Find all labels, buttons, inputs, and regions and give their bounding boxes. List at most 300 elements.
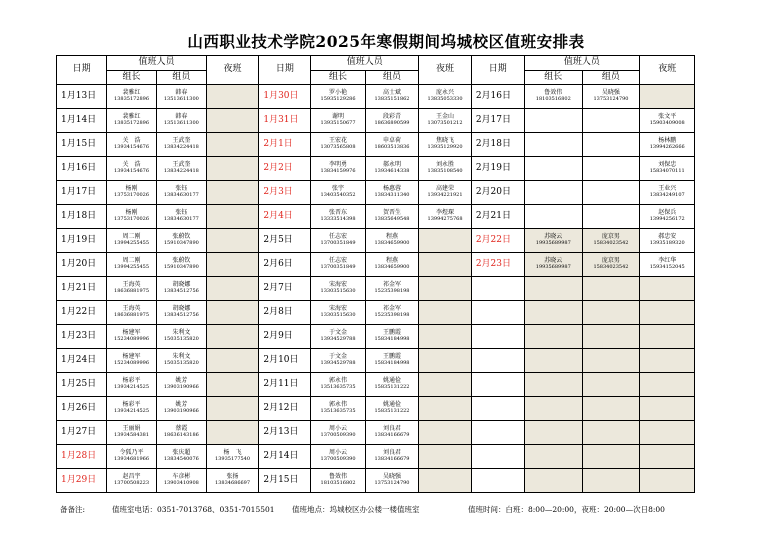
duty-date [471, 469, 524, 493]
leader-cell-name: 令狐乃平 [119, 449, 144, 457]
leader-cell [524, 229, 582, 253]
leader-cell-name: 杨建军 [122, 353, 141, 361]
night-cell [640, 325, 695, 349]
member-cell-name: 车彦彬 [172, 473, 191, 481]
duty-date: 2月14日 [259, 445, 311, 469]
member-cell-name: 朱利文 [172, 329, 191, 337]
night-cell [206, 229, 259, 253]
duty-roster-table [56, 55, 772, 493]
leader-cell-phone: 13073565808 [320, 144, 356, 151]
leader-cell-phone: 18636881975 [114, 288, 150, 295]
night-cell-phone: 13935189320 [649, 240, 685, 247]
night-cell-name: 王业兴 [658, 185, 677, 193]
night-cell [419, 445, 472, 469]
member-cell [582, 373, 639, 397]
night-cell [206, 253, 259, 277]
night-cell [640, 229, 695, 253]
member-cell-name: 韩春 [175, 89, 188, 97]
night-cell [206, 421, 259, 445]
leader-cell [524, 349, 582, 373]
night-cell-name: 杨 飞 [223, 449, 242, 457]
leader-cell [524, 445, 582, 469]
duty-date [471, 277, 524, 301]
leader-cell [107, 181, 157, 205]
member-cell [156, 421, 206, 445]
member-cell [365, 85, 419, 109]
header-date: 日期 [57, 56, 107, 85]
duty-date [471, 373, 524, 397]
night-cell [419, 133, 472, 157]
night-cell [206, 157, 259, 181]
member-cell [156, 445, 206, 469]
leader-cell-phone: 13513635735 [320, 384, 356, 391]
leader-cell [524, 277, 582, 301]
leader-cell-name: 赵昌宇 [122, 473, 141, 481]
member-cell-name: 王鹏霞 [382, 329, 401, 337]
member-cell-name: 姚芳 [175, 401, 188, 409]
member-cell [365, 133, 419, 157]
leader-cell-name: 于文金 [329, 353, 348, 361]
member-cell [582, 133, 639, 157]
table-row [57, 301, 772, 325]
header-night: 夜班 [419, 56, 472, 85]
leader-cell [107, 421, 157, 445]
night-cell [640, 373, 695, 397]
member-cell-phone: 13513611300 [163, 96, 199, 103]
footer-location: 值班地点：坞城校区办公楼一楼值班室 [292, 505, 420, 514]
leader-cell-phone: 13934154676 [114, 144, 150, 151]
member-cell-name: 程燕 [385, 257, 398, 265]
member-cell-phone: 13834630177 [163, 192, 199, 199]
leader-cell-name: 罗小艳 [329, 89, 348, 97]
leader-cell-phone: 13303515630 [320, 312, 356, 319]
night-cell-name: 杨林鹏 [658, 137, 677, 145]
member-cell [582, 181, 639, 205]
night-cell-phone: 13935129920 [427, 144, 463, 151]
member-cell-phone: 13834512756 [163, 288, 199, 295]
night-cell-name: 高建荣 [436, 185, 455, 193]
duty-date: 2月19日 [471, 157, 524, 181]
night-cell [640, 421, 695, 445]
member-cell-name: 王鹏霞 [382, 353, 401, 361]
night-cell [640, 157, 695, 181]
duty-date: 2月9日 [259, 325, 311, 349]
leader-cell-name: 杨彩平 [122, 377, 141, 385]
leader-cell-phone: 13994255455 [114, 264, 150, 271]
member-cell [582, 277, 639, 301]
leader-cell [107, 301, 157, 325]
night-cell [419, 325, 472, 349]
night-cell [419, 277, 472, 301]
duty-date: 2月7日 [259, 277, 311, 301]
night-cell [419, 85, 472, 109]
member-cell-name: 朱利文 [172, 353, 191, 361]
leader-cell [311, 469, 365, 493]
duty-date: 2月2日 [259, 157, 311, 181]
leader-cell-phone: 19935689987 [535, 240, 571, 247]
duty-date: 1月29日 [57, 469, 107, 493]
night-cell-phone: 13073501212 [427, 120, 463, 127]
duty-date: 2月15日 [259, 469, 311, 493]
member-cell [582, 445, 639, 469]
member-cell [156, 133, 206, 157]
leader-cell-phone: 18103516802 [535, 96, 571, 103]
leader-cell [311, 157, 365, 181]
night-cell-phone: 13994262666 [649, 144, 685, 151]
leader-cell [107, 277, 157, 301]
page-title: 山西职业技术学院2025年寒假期间坞城校区值班安排表 [187, 32, 585, 51]
night-cell-name: 赵保兵 [658, 209, 677, 217]
duty-date: 1月15日 [57, 133, 107, 157]
member-cell [582, 229, 639, 253]
member-cell [365, 349, 419, 373]
night-cell [419, 373, 472, 397]
leader-cell-phone: 13835172896 [114, 96, 150, 103]
leader-cell-name: 张宇 [332, 185, 345, 193]
leader-cell-phone: 13934529788 [320, 360, 356, 367]
leader-cell [524, 421, 582, 445]
member-cell-phone: 15835131222 [374, 408, 410, 415]
night-cell-name: 郝忠安 [658, 233, 677, 241]
header-night: 夜班 [640, 56, 695, 85]
leader-cell [107, 373, 157, 397]
leader-cell [524, 181, 582, 205]
leader-cell [524, 85, 582, 109]
leader-cell-name: 宋海宏 [329, 305, 348, 313]
leader-cell [311, 109, 365, 133]
member-cell [156, 85, 206, 109]
leader-cell [524, 205, 582, 229]
header-member: 组员 [156, 71, 206, 85]
leader-cell-name: 杨彩平 [122, 401, 141, 409]
leader-cell [107, 349, 157, 373]
member-cell-phone: 15235398198 [374, 288, 410, 295]
duty-date: 2月17日 [471, 109, 524, 133]
night-cell [206, 205, 259, 229]
member-cell-phone: 15834023542 [593, 240, 629, 247]
night-cell-phone: 13935177540 [215, 456, 251, 463]
leader-cell-phone: 13700509390 [320, 432, 356, 439]
night-cell [419, 397, 472, 421]
night-cell [206, 349, 259, 373]
member-cell-name: 姚芳 [175, 377, 188, 385]
leader-cell-phone: 13753170026 [114, 216, 150, 223]
leader-cell [311, 421, 365, 445]
leader-cell [107, 205, 157, 229]
night-cell [206, 469, 259, 493]
header-row [57, 56, 772, 71]
table-row [57, 229, 772, 253]
leader-cell [107, 85, 157, 109]
night-cell [419, 349, 472, 373]
member-cell-name: 庞京男 [601, 233, 620, 241]
member-cell [365, 445, 419, 469]
member-cell [156, 157, 206, 181]
member-cell-name: 高士斌 [382, 89, 401, 97]
member-cell-phone: 13934614338 [374, 168, 410, 175]
night-cell-phone: 13835108540 [427, 168, 463, 175]
header-staff: 值班人员 [311, 56, 419, 71]
duty-date: 2月5日 [259, 229, 311, 253]
leader-cell-name: 李明勇 [329, 161, 348, 169]
leader-cell [107, 157, 157, 181]
leader-cell-phone: 13834159976 [320, 168, 356, 175]
footer-phone: 值班室电话：0351-7013768、0351-7015501 [112, 505, 275, 514]
table-row [57, 109, 772, 133]
leader-cell-phone: 15935129286 [320, 96, 356, 103]
leader-cell-name: 鲁效伟 [329, 473, 348, 481]
member-cell-phone: 13513611300 [163, 120, 199, 127]
night-cell [640, 253, 695, 277]
member-cell-phone: 15235398198 [374, 312, 410, 319]
member-cell [156, 229, 206, 253]
leader-cell-name: 杨刚 [125, 185, 138, 193]
night-cell-name: 李红华 [658, 257, 677, 265]
leader-cell [311, 229, 365, 253]
leader-cell-phone: 13303515630 [320, 288, 356, 295]
night-cell [206, 301, 259, 325]
member-cell-name: 胡晓娜 [172, 305, 191, 313]
leader-cell [107, 445, 157, 469]
night-cell-phone: 15834070111 [649, 168, 685, 175]
leader-cell [107, 229, 157, 253]
member-cell-phone: 13834166679 [374, 432, 410, 439]
leader-cell [311, 445, 365, 469]
member-cell-name: 张蔚钦 [172, 233, 191, 241]
member-cell-phone: 15835131222 [374, 384, 410, 391]
leader-cell [311, 181, 365, 205]
member-cell [365, 373, 419, 397]
table-row [57, 325, 772, 349]
duty-date: 1月13日 [57, 85, 107, 109]
leader-cell-phone: 13934681966 [114, 456, 150, 463]
leader-cell-phone: 19935689987 [535, 264, 571, 271]
night-cell [640, 181, 695, 205]
member-cell-phone: 15035135820 [163, 360, 199, 367]
night-cell [419, 157, 472, 181]
night-cell [206, 373, 259, 397]
leader-cell-name: 宋海宏 [329, 281, 348, 289]
member-cell [582, 205, 639, 229]
leader-cell-name: 苏晓云 [544, 233, 563, 241]
table-row [57, 421, 772, 445]
member-cell [156, 277, 206, 301]
member-cell-name: 祁金军 [382, 305, 401, 313]
duty-date: 1月23日 [57, 325, 107, 349]
member-cell [582, 157, 639, 181]
member-cell [582, 469, 639, 493]
duty-date: 1月31日 [259, 109, 311, 133]
member-cell [156, 109, 206, 133]
leader-cell-phone: 13934214525 [114, 408, 150, 415]
member-cell-phone: 15834184998 [374, 360, 410, 367]
member-cell [365, 205, 419, 229]
leader-cell [524, 301, 582, 325]
leader-cell [524, 373, 582, 397]
member-cell-phone: 13834659900 [374, 240, 410, 247]
duty-date: 2月22日 [471, 229, 524, 253]
leader-cell-phone: 13934529788 [320, 336, 356, 343]
member-cell-name: 姚通俭 [382, 401, 401, 409]
leader-cell-phone: 15234089996 [114, 360, 150, 367]
member-cell-phone: 13834166679 [374, 456, 410, 463]
leader-cell-name: 鲁效伟 [544, 89, 563, 97]
member-cell [582, 253, 639, 277]
member-cell-name: 刘良君 [382, 425, 401, 433]
member-cell-name: 贺晋生 [382, 209, 401, 217]
member-cell-phone: 15834023542 [593, 264, 629, 271]
night-cell [419, 229, 472, 253]
member-cell-name: 张庆超 [172, 449, 191, 457]
duty-date [471, 349, 524, 373]
leader-cell-name: 任志宏 [329, 233, 348, 241]
member-cell-name: 刘良君 [382, 449, 401, 457]
duty-date: 1月19日 [57, 229, 107, 253]
night-cell [419, 469, 472, 493]
duty-date: 2月13日 [259, 421, 311, 445]
night-cell-phone: 13834249107 [649, 192, 685, 199]
member-cell [156, 373, 206, 397]
member-cell-name: 王武奎 [172, 137, 191, 145]
leader-cell [524, 469, 582, 493]
night-cell [640, 445, 695, 469]
member-cell-phone: 13834630177 [163, 216, 199, 223]
leader-cell-phone: 13835172896 [114, 120, 150, 127]
member-cell-name: 姚通俭 [382, 377, 401, 385]
night-cell-name: 庞永兴 [436, 89, 455, 97]
night-cell-phone: 13835053330 [427, 96, 463, 103]
member-cell [156, 181, 206, 205]
leader-cell [311, 253, 365, 277]
night-cell [640, 109, 695, 133]
leader-cell [107, 133, 157, 157]
night-cell-name: 焦晓飞 [436, 137, 455, 145]
member-cell-name: 杨惠蓉 [382, 185, 401, 193]
leader-cell-name: 裴雅红 [122, 89, 141, 97]
leader-cell-name: 任志宏 [329, 257, 348, 265]
header-leader: 组长 [107, 71, 157, 85]
member-cell [582, 301, 639, 325]
night-cell [640, 205, 695, 229]
member-cell-phone: 13834224418 [163, 168, 199, 175]
duty-date: 2月11日 [259, 373, 311, 397]
member-cell-phone: 13753124790 [374, 480, 410, 487]
duty-date: 2月23日 [471, 253, 524, 277]
member-cell-phone: 13835649548 [374, 216, 410, 223]
member-cell-phone: 13835151862 [374, 96, 410, 103]
duty-date: 2月16日 [471, 85, 524, 109]
night-cell-phone: 13994275768 [427, 216, 463, 223]
leader-cell [311, 325, 365, 349]
leader-cell-name: 郭永伟 [329, 377, 348, 385]
member-cell-phone: 18603513836 [374, 144, 410, 151]
table-row [57, 277, 772, 301]
leader-cell [311, 277, 365, 301]
member-cell [582, 421, 639, 445]
night-cell-phone: 15903409008 [649, 120, 685, 127]
duty-date: 2月18日 [471, 133, 524, 157]
member-cell-phone: 13834311340 [374, 192, 410, 199]
duty-date [471, 445, 524, 469]
leader-cell-phone: 15234089996 [114, 336, 150, 343]
footer-notes [60, 504, 760, 515]
duty-date: 2月21日 [471, 205, 524, 229]
night-cell [206, 397, 259, 421]
header-date: 日期 [259, 56, 311, 85]
member-cell-name: 程燕 [385, 233, 398, 241]
duty-date [471, 421, 524, 445]
member-cell [156, 469, 206, 493]
leader-cell [107, 253, 157, 277]
member-cell [582, 85, 639, 109]
member-cell-name: 张蔚钦 [172, 257, 191, 265]
night-cell [640, 85, 695, 109]
member-cell-phone: 13834224418 [163, 144, 199, 151]
member-cell [582, 349, 639, 373]
night-cell-name: 张文平 [658, 113, 677, 121]
member-cell-name: 韩春 [175, 113, 188, 121]
leader-cell [311, 205, 365, 229]
leader-cell-phone: 13700508223 [114, 480, 150, 487]
leader-cell-name: 郭永伟 [329, 401, 348, 409]
leader-cell-name: 关 浩 [122, 161, 141, 169]
duty-date: 1月27日 [57, 421, 107, 445]
duty-date: 1月26日 [57, 397, 107, 421]
member-cell [365, 301, 419, 325]
member-cell-name: 吴晓强 [601, 89, 620, 97]
table-row [57, 133, 772, 157]
leader-cell-name: 于文金 [329, 329, 348, 337]
night-cell [206, 325, 259, 349]
duty-date: 1月22日 [57, 301, 107, 325]
duty-date [471, 301, 524, 325]
table-row [57, 181, 772, 205]
member-cell-name: 张钰 [175, 185, 188, 193]
leader-cell [107, 325, 157, 349]
table-row [57, 397, 772, 421]
member-cell-name: 吴晓强 [382, 473, 401, 481]
night-cell [206, 445, 259, 469]
duty-date: 1月30日 [259, 85, 311, 109]
member-cell-name: 祁金军 [382, 281, 401, 289]
leader-cell-phone: 18103516802 [320, 480, 356, 487]
leader-cell-name: 杨建军 [122, 329, 141, 337]
table-row [57, 85, 772, 109]
leader-cell [311, 373, 365, 397]
night-cell-phone: 13934221921 [427, 192, 463, 199]
night-cell-name: 刘保忠 [658, 161, 677, 169]
night-cell [419, 205, 472, 229]
duty-date: 2月4日 [259, 205, 311, 229]
leader-cell [524, 325, 582, 349]
leader-cell-name: 张晋东 [329, 209, 348, 217]
night-cell [640, 397, 695, 421]
member-cell-name: 郝永明 [382, 161, 401, 169]
duty-date [471, 325, 524, 349]
leader-cell-name: 王宏花 [329, 137, 348, 145]
footer-note-label: 备备注: [60, 505, 86, 514]
member-cell [365, 277, 419, 301]
member-cell-phone: 15910347890 [163, 240, 199, 247]
member-cell [156, 301, 206, 325]
member-cell [582, 109, 639, 133]
member-cell [156, 205, 206, 229]
leader-cell-phone: 13753170026 [114, 192, 150, 199]
table-row [57, 349, 772, 373]
night-cell [419, 109, 472, 133]
night-cell [206, 85, 259, 109]
leader-cell [311, 397, 365, 421]
